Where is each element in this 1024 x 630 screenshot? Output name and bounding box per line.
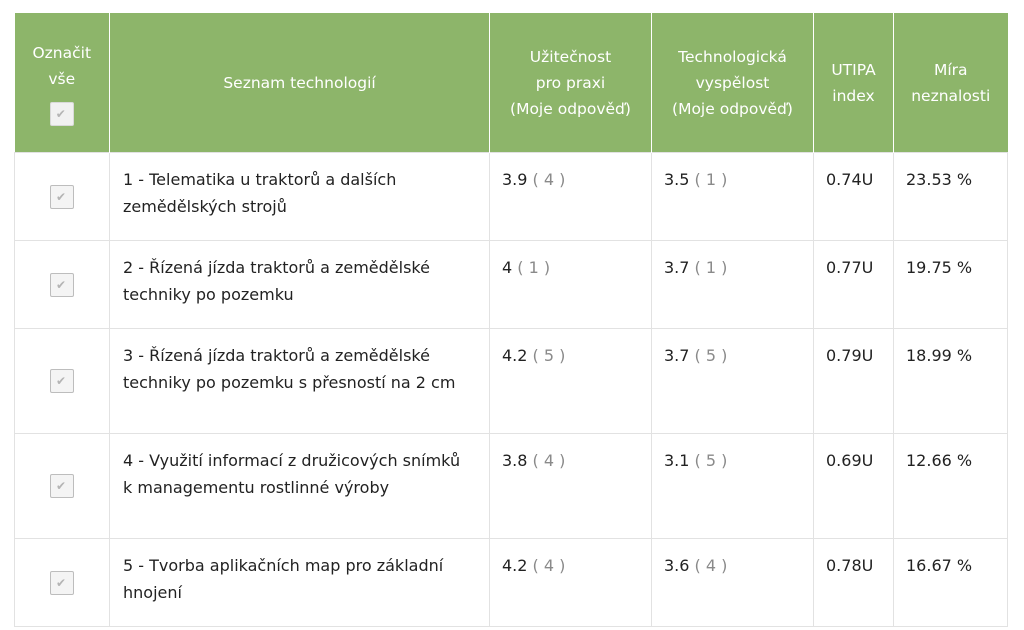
maturity-my-answer: ( 4 ) bbox=[694, 556, 728, 575]
maturity-header-line2: vyspělost bbox=[695, 73, 770, 92]
ignorance-value: 23.53 % bbox=[894, 153, 1008, 241]
row-select-cell bbox=[15, 153, 110, 241]
technology-name: 1 - Telematika u traktorů a dalších zemědělských strojů bbox=[110, 153, 490, 241]
usefulness-cell bbox=[490, 539, 652, 627]
row-checkbox[interactable] bbox=[50, 369, 74, 393]
utipa-value: 0.79U bbox=[814, 329, 894, 434]
maturity-header bbox=[652, 13, 814, 153]
maturity-cell bbox=[652, 434, 814, 539]
usefulness-cell bbox=[490, 241, 652, 329]
technology-table-container bbox=[14, 13, 1007, 627]
tech-list-header-label: Seznam technologií bbox=[223, 73, 376, 92]
check-icon: ✔ bbox=[56, 374, 67, 389]
usefulness-value: 3.8 bbox=[502, 451, 528, 470]
technology-name: 4 - Využití informací z družicových snímků k managementu rostlinné výroby bbox=[110, 434, 490, 539]
row-select-cell bbox=[15, 539, 110, 627]
select-all-checkbox[interactable] bbox=[50, 102, 74, 126]
check-icon: ✔ bbox=[56, 277, 67, 292]
select-all-label-line1: Označit bbox=[32, 43, 92, 62]
maturity-value: 3.6 bbox=[664, 556, 690, 575]
maturity-header-line3: (Moje odpověď) bbox=[672, 99, 793, 118]
maturity-header-line1: Technologická bbox=[678, 47, 787, 66]
table-row bbox=[15, 434, 1008, 539]
row-checkbox[interactable] bbox=[50, 185, 74, 209]
row-checkbox[interactable] bbox=[50, 273, 74, 297]
usefulness-value: 4.2 bbox=[502, 346, 528, 365]
table-body bbox=[15, 153, 1008, 627]
select-all-header bbox=[15, 13, 110, 153]
technology-name: 2 - Řízená jízda traktorů a zemědělské techniky po pozemku bbox=[110, 241, 490, 329]
usefulness-value: 3.9 bbox=[502, 170, 528, 189]
maturity-my-answer: ( 1 ) bbox=[694, 258, 728, 277]
maturity-cell bbox=[652, 241, 814, 329]
row-checkbox[interactable] bbox=[50, 474, 74, 498]
maturity-value: 3.7 bbox=[664, 346, 690, 365]
utipa-header-line1: UTIPA bbox=[831, 60, 876, 79]
usefulness-my-answer: ( 4 ) bbox=[532, 556, 566, 575]
maturity-value: 3.1 bbox=[664, 451, 690, 470]
usefulness-cell bbox=[490, 434, 652, 539]
maturity-value: 3.5 bbox=[664, 170, 690, 189]
ignorance-header bbox=[894, 13, 1008, 153]
maturity-my-answer: ( 1 ) bbox=[694, 170, 728, 189]
usefulness-header-line3: (Moje odpověď) bbox=[510, 99, 631, 118]
ignorance-header-line2: neznalosti bbox=[911, 86, 991, 105]
utipa-value: 0.77U bbox=[814, 241, 894, 329]
ignorance-header-line1: Míra bbox=[933, 60, 968, 79]
usefulness-value: 4 bbox=[502, 258, 513, 277]
maturity-value: 3.7 bbox=[664, 258, 690, 277]
usefulness-value: 4.2 bbox=[502, 556, 528, 575]
row-checkbox[interactable] bbox=[50, 571, 74, 595]
utipa-value: 0.74U bbox=[814, 153, 894, 241]
usefulness-my-answer: ( 4 ) bbox=[532, 451, 566, 470]
usefulness-header-line2: pro praxi bbox=[535, 73, 606, 92]
ignorance-value: 19.75 % bbox=[894, 241, 1008, 329]
usefulness-my-answer: ( 4 ) bbox=[532, 170, 566, 189]
check-icon: ✔ bbox=[56, 575, 67, 590]
utipa-header bbox=[814, 13, 894, 153]
row-select-cell bbox=[15, 329, 110, 434]
table-row bbox=[15, 241, 1008, 329]
maturity-cell bbox=[652, 329, 814, 434]
table-row bbox=[15, 539, 1008, 627]
header-row bbox=[15, 13, 1008, 153]
utipa-value: 0.69U bbox=[814, 434, 894, 539]
check-icon: ✔ bbox=[56, 189, 67, 204]
utipa-header-line2: index bbox=[832, 86, 875, 105]
utipa-value: 0.78U bbox=[814, 539, 894, 627]
technology-name: 5 - Tvorba aplikačních map pro základní hnojení bbox=[110, 539, 490, 627]
usefulness-cell bbox=[490, 329, 652, 434]
table-header bbox=[15, 13, 1008, 153]
usefulness-my-answer: ( 1 ) bbox=[517, 258, 551, 277]
maturity-my-answer: ( 5 ) bbox=[694, 346, 728, 365]
tech-list-header bbox=[110, 13, 490, 153]
usefulness-header bbox=[490, 13, 652, 153]
check-icon: ✔ bbox=[55, 106, 66, 121]
maturity-my-answer: ( 5 ) bbox=[694, 451, 728, 470]
row-select-cell bbox=[15, 434, 110, 539]
usefulness-header-line1: Užitečnost bbox=[529, 47, 612, 66]
technology-table bbox=[14, 13, 1008, 627]
ignorance-value: 16.67 % bbox=[894, 539, 1008, 627]
usefulness-my-answer: ( 5 ) bbox=[532, 346, 566, 365]
select-all-label-line2: vše bbox=[48, 69, 76, 88]
technology-name: 3 - Řízená jízda traktorů a zemědělské techniky po pozemku s přesností na 2 cm bbox=[110, 329, 490, 434]
check-icon: ✔ bbox=[56, 479, 67, 494]
usefulness-cell bbox=[490, 153, 652, 241]
maturity-cell bbox=[652, 539, 814, 627]
table-row bbox=[15, 153, 1008, 241]
table-row bbox=[15, 329, 1008, 434]
maturity-cell bbox=[652, 153, 814, 241]
ignorance-value: 12.66 % bbox=[894, 434, 1008, 539]
row-select-cell bbox=[15, 241, 110, 329]
ignorance-value: 18.99 % bbox=[894, 329, 1008, 434]
